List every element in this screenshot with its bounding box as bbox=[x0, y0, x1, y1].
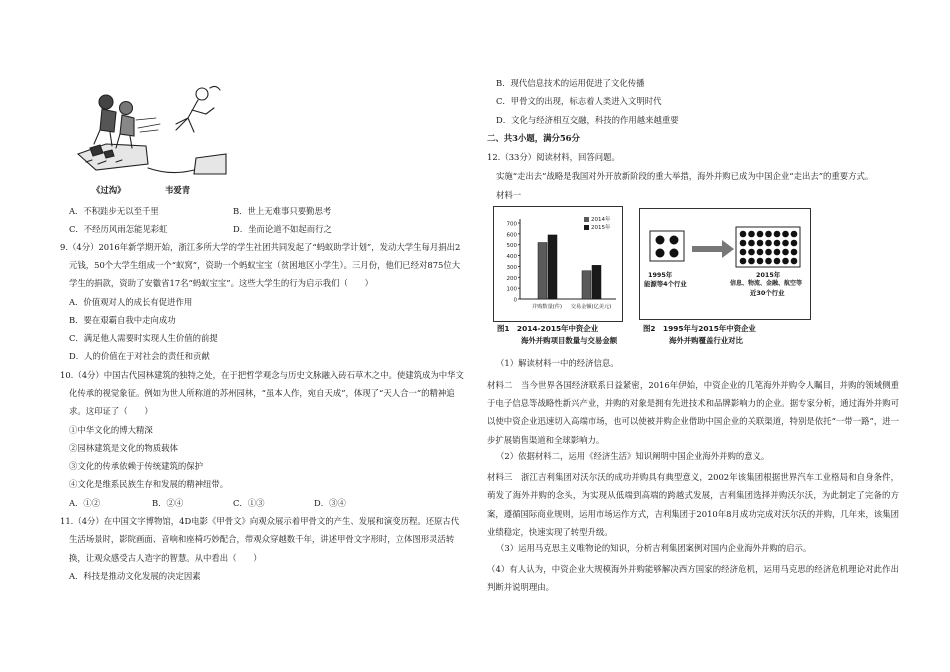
cartoon-author: 韦爱青 bbox=[165, 185, 191, 195]
bar-chart bbox=[494, 207, 622, 321]
industry-dot bbox=[791, 258, 798, 265]
industry-dot bbox=[670, 236, 679, 245]
y-tick-label: 700 bbox=[506, 221, 517, 228]
industry-dot bbox=[757, 240, 764, 247]
fig2-left-label-2: 能源等4个行业 bbox=[644, 280, 687, 288]
industry-dot bbox=[782, 231, 789, 238]
q9-stem-line-2: 元钱，50个大学生组成一个“蚁窝”，资助一个蚂蚁宝宝（贫困地区小学生）。三月份，他们已经对875位大 bbox=[69, 260, 461, 270]
industry-dot bbox=[740, 240, 747, 247]
industry-dot bbox=[782, 240, 789, 247]
fig2-right-label-3: 近30个行业 bbox=[750, 289, 785, 297]
arrow-icon bbox=[692, 240, 734, 258]
industry-dot bbox=[774, 240, 781, 247]
q10-item-2: ②园林建筑是文化的物质载体 bbox=[69, 443, 178, 453]
q10-option-a[interactable]: A．①② bbox=[69, 498, 101, 508]
cartoon-illustration bbox=[76, 78, 228, 180]
q10-stem-line-3: 求。这印证了（ ） bbox=[69, 406, 153, 416]
industry-dot bbox=[740, 258, 747, 265]
x-tick-label: 并购数量(件) bbox=[532, 304, 562, 310]
section-heading: 二、共3小题，满分56分 bbox=[487, 133, 580, 143]
industry-dot bbox=[791, 249, 798, 256]
bar-2014年-交易金额(亿美元) bbox=[582, 271, 591, 299]
figure-1-caption-line-1: 图1 2014-2015年中资企业 bbox=[497, 324, 599, 333]
q10-item-4: ④文化是维系民族生存和发展的精神纽带。 bbox=[69, 479, 229, 489]
legend-swatch bbox=[584, 225, 589, 230]
industry-dot bbox=[791, 240, 798, 247]
q10-item-1: ①中华文化的博大精深 bbox=[69, 425, 153, 435]
q9-option-a[interactable]: A．价值观对人的成长有促进作用 bbox=[69, 297, 193, 307]
y-tick-label: 200 bbox=[506, 275, 517, 282]
bar-2014年-并购数量(件) bbox=[538, 243, 547, 299]
industry-dot bbox=[748, 231, 755, 238]
right-column bbox=[483, 0, 903, 672]
q8-option-d[interactable]: D．坐而论道不如起而行之 bbox=[233, 224, 332, 234]
industry-dot bbox=[740, 231, 747, 238]
figure-2-caption-line-2: 海外并购覆盖行业对比 bbox=[669, 336, 743, 345]
q11-option-c[interactable]: C．甲骨文的出现，标志着人类进入文明时代 bbox=[496, 96, 662, 106]
industry-dot bbox=[774, 249, 781, 256]
q9-stem-line-1: 9.（4分）2016年新学期开始，浙江多所大学的学生社团共同发起了“蚂蚁助学计划”，发动大学生每月捐出2 bbox=[60, 242, 461, 252]
bar-2015年-交易金额(亿美元) bbox=[592, 265, 601, 299]
industry-dot bbox=[748, 249, 755, 256]
legend-label: 2014年 bbox=[591, 217, 611, 223]
q9-stem-line-3: 学生的捐款，资助了安徽省17名“蚂蚁宝宝”。这些大学生的行为启示我们（ ） bbox=[69, 278, 373, 288]
q10-option-b[interactable]: B．②④ bbox=[152, 498, 184, 508]
left-column bbox=[56, 0, 476, 672]
figure-2-caption-line-1: 图2 1995年与2015年中资企业 bbox=[643, 324, 756, 333]
industry-dot bbox=[765, 231, 772, 238]
industry-dot bbox=[782, 258, 789, 265]
q11-option-b[interactable]: B．现代信息技术的运用促进了文化传播 bbox=[496, 78, 645, 88]
y-tick-label: 100 bbox=[506, 286, 517, 293]
q10-stem-line-2: 化传承的视觉象征。例如为世人所称道的苏州园林，“虽本人作，宛自天成”，体现了“天人合一”的精神追 bbox=[69, 388, 455, 398]
x-tick-label: 交易金额(亿美元) bbox=[570, 304, 612, 310]
q11-stem-line-3: 换，让观众感受古人造字的智慧。从中看出（ ） bbox=[69, 553, 262, 563]
y-tick-label: 400 bbox=[506, 254, 517, 261]
fig2-left-label-1: 1995年 bbox=[648, 271, 673, 279]
q8-option-b[interactable]: B．世上无难事只要勤思考 bbox=[233, 206, 332, 216]
industry-dot bbox=[774, 231, 781, 238]
1995-box bbox=[650, 231, 684, 261]
q12-sub-4: （4）有人认为，中资企业大规模海外并购能够解决西方国家的经济危机，运用马克思的经济危机理论对此作出判断并说明理由。 bbox=[487, 564, 899, 593]
industry-dot bbox=[765, 249, 772, 256]
industry-dot bbox=[740, 249, 747, 256]
q12-intro: 12.（33分）阅读材料，回答问题。 bbox=[487, 152, 620, 162]
q11-stem-line-1: 11.（4分）在中国文字博物馆，4D电影《甲骨文》向观众展示着甲骨文的产生、发展和演变历程。还原古代 bbox=[60, 516, 460, 526]
industry-dot bbox=[765, 258, 772, 265]
q10-item-3: ③文化的传承依赖于传统建筑的保护 bbox=[69, 461, 203, 471]
industry-dot bbox=[656, 236, 665, 245]
q11-option-a[interactable]: A．科技是推动文化发展的决定因素 bbox=[69, 571, 201, 581]
q8-option-a[interactable]: A．不积跬步无以至千里 bbox=[69, 206, 159, 216]
figure-1-caption-line-2: 海外并购项目数量与交易金额 bbox=[521, 336, 618, 345]
industry-dot bbox=[748, 240, 755, 247]
q12-sub-1: （1）解读材料一中的经济信息。 bbox=[496, 358, 619, 368]
legend-swatch bbox=[584, 217, 589, 222]
comparison-diagram bbox=[640, 209, 810, 319]
y-tick-label: 0 bbox=[513, 297, 517, 304]
fig2-right-label-1: 2015年 bbox=[756, 271, 781, 279]
q8-option-c[interactable]: C．不经历风雨怎能见彩虹 bbox=[69, 224, 168, 234]
industry-dot bbox=[791, 231, 798, 238]
bar-2015年-并购数量(件) bbox=[548, 235, 557, 299]
industry-dot bbox=[670, 249, 679, 258]
q11-option-d[interactable]: D．文化与经济相互交融，科技的作用越来越重要 bbox=[496, 115, 679, 125]
q10-option-c[interactable]: C．①③ bbox=[233, 498, 265, 508]
q12-sub-2: （2）依据材料二，运用《经济生活》知识阐明中国企业海外并购的意义。 bbox=[496, 451, 770, 461]
q10-stem-line-1: 10.（4分）中国古代园林建筑的独特之处，在于把哲学观念与历史文脉融入砖石草木之中。使建筑成为中华文 bbox=[60, 370, 464, 380]
q9-option-c[interactable]: C．满足他人需要时实现人生价值的前提 bbox=[69, 333, 218, 343]
industry-dot bbox=[757, 231, 764, 238]
fig2-right-label-2: 信息、物流、金融、航空等 bbox=[730, 280, 803, 287]
industry-dot bbox=[757, 249, 764, 256]
q12-lead: 实施“走出去”战略是我国对外开放新阶段的重大举措，海外并购已成为中国企业“走出去”的重要方式。 bbox=[496, 171, 874, 181]
industry-dot bbox=[774, 258, 781, 265]
cartoon-title: 《过沟》 bbox=[92, 185, 126, 195]
q11-stem-line-2: 生活场景时，影院画面、音响和座椅巧妙配合，带观众穿越数千年，讲述甲骨文字形时，立体图形灵活转 bbox=[69, 534, 455, 544]
industry-dot bbox=[765, 240, 772, 247]
y-tick-label: 500 bbox=[506, 243, 517, 250]
figure-2-frame bbox=[639, 208, 811, 320]
industry-dot bbox=[782, 249, 789, 256]
industry-dot bbox=[656, 249, 665, 258]
q10-option-d[interactable]: D．③④ bbox=[314, 498, 346, 508]
material-2-text: 材料二 当今世界各国经济联系日益紧密，2016年伊始，中资企业的几笔海外并购令人瞩目，并购的领域侧重于电子信息等战略性新兴产业，并购的对象是拥有先进技术和品牌影响力的企业。据专家分析，通过海外并购可以使中资企业迅速切入高端市场，也可以使被并购企业借助中国企业的关联渠道，特别是依托“一带一路”，进一步扩展销售渠道和全球影响力。 bbox=[487, 380, 899, 445]
figure-1-frame bbox=[493, 206, 623, 322]
material-3-text: 材料三 浙江吉利集团对沃尔沃的成功并购具有典型意义，2002年该集团根据世界汽车工业格局和自身条件，萌发了海外并购的念头，为实现从低端到高端的跨越式发展，吉利集团选择并购沃尔沃，为此制定了完备的方案，遵循国际商业规则，运用市场运作方式，吉利集团于2010年8月成功完成对沃尔沃的并购，几年来，该集团业绩稳定，快速实现了转型升级。 bbox=[487, 472, 899, 538]
y-tick-label: 600 bbox=[506, 232, 517, 239]
y-tick-label: 300 bbox=[506, 264, 517, 271]
material-1-label: 材料一 bbox=[496, 190, 522, 200]
industry-dot bbox=[748, 258, 755, 265]
q12-sub-3: （3）运用马克思主义唯物论的知识，分析吉利集团案例对国内企业海外并购的启示。 bbox=[496, 543, 812, 553]
q9-option-d[interactable]: D．人的价值在于对社会的责任和贡献 bbox=[69, 351, 210, 361]
industry-dot bbox=[757, 258, 764, 265]
legend-label: 2015年 bbox=[591, 225, 611, 231]
q9-option-b[interactable]: B．要在艰霸自我中走向成功 bbox=[69, 315, 176, 325]
